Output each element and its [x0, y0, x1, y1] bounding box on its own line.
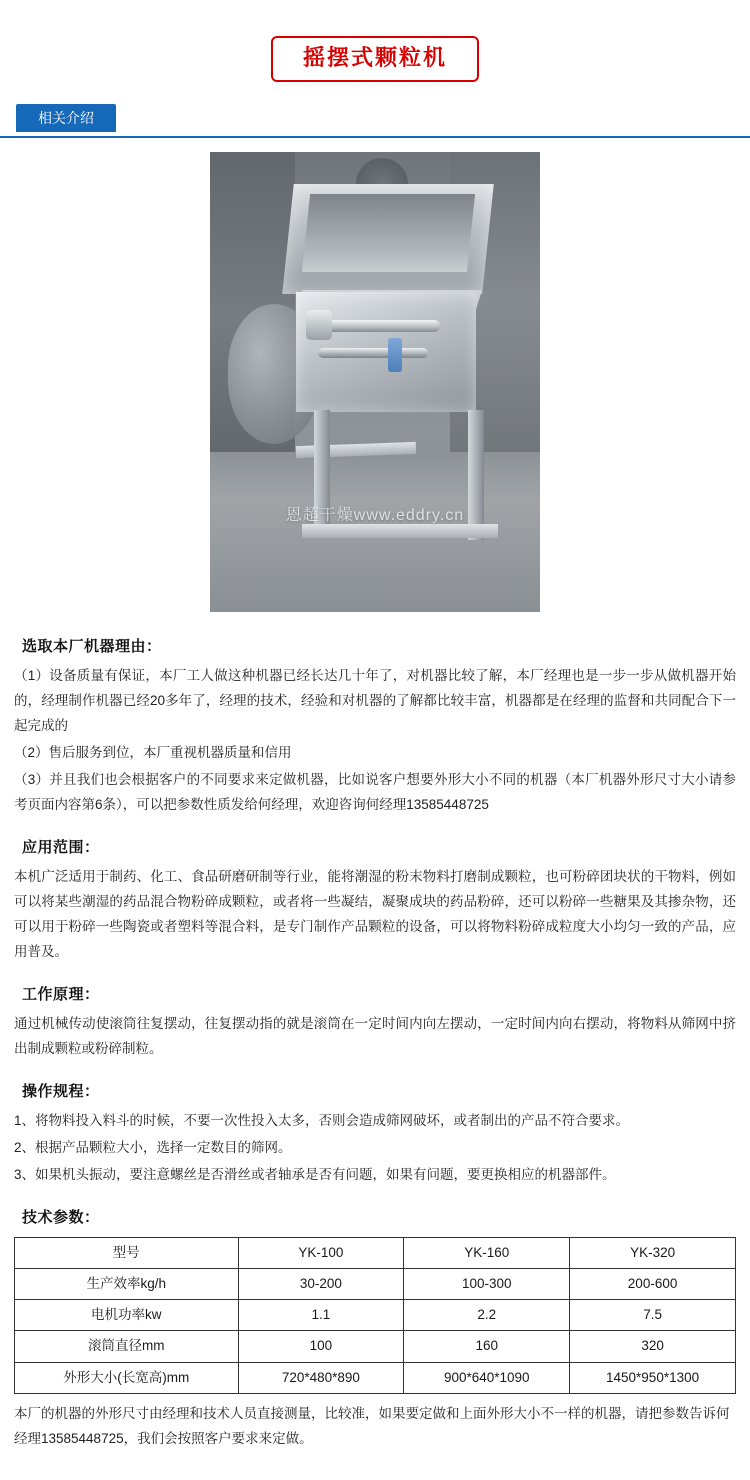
- section-heading-reasons: 选取本厂机器理由：: [22, 638, 162, 655]
- section-reasons-p1: （1）设备质量有保证，本厂工人做这种机器已经长达几十年了，对机器比较了解，本厂经理也是一步一步从做机器开始的，经理制作机器已经20多年了，经理的技术，经验和对机器的了解都比较丰富，机器都是在经理的监督和共同配合下一起完成的: [14, 668, 736, 733]
- table-row: [15, 1331, 736, 1362]
- spec-r2-c1: 100: [238, 1331, 404, 1362]
- spec-r0-c0: 生产效率kg/h: [15, 1268, 239, 1299]
- title-box: [271, 36, 479, 82]
- spec-r3-c3: 1450*950*1300: [570, 1362, 736, 1393]
- table-row: [15, 1300, 736, 1331]
- machine-hopper-inner: [302, 194, 475, 272]
- spec-header-1: YK-100: [238, 1237, 404, 1268]
- spec-r3-c1: 720*480*890: [238, 1362, 404, 1393]
- spec-r2-c2: 160: [404, 1331, 570, 1362]
- spec-r1-c3: 7.5: [570, 1300, 736, 1331]
- section-operation-p2: 2、根据产品颗粒大小，选择一定数目的筛网。: [14, 1139, 292, 1155]
- section-heading-operation: 操作规程：: [22, 1082, 100, 1100]
- machine-blue-part: [388, 338, 402, 372]
- machine-shaft-lower: [318, 348, 428, 358]
- spec-header-0: 型号: [15, 1237, 239, 1268]
- section-reasons-p3: （3）并且我们也会根据客户的不同要求来定做机器，比如说客户想要外形大小不同的机器（本厂机器外形尺寸大小请参考页面内容第6条），可以把参数性质发给何经理，欢迎咨询何经理13585448725: [14, 771, 736, 812]
- tab-bar: [0, 104, 750, 138]
- section-heading-principle: 工作原理：: [22, 985, 100, 1003]
- spec-r1-c2: 2.2: [404, 1300, 570, 1331]
- machine-base-bar: [302, 524, 498, 538]
- section-application-p1: 本机广泛适用于制药、化工、食品研磨研制等行业，能将潮湿的粉末物料打磨制成颗粒，也可粉碎团块状的干物料，例如可以将某些潮湿的药品混合物粉碎成颗粒，或者将一些凝结，凝聚成块的药品粉碎，还可以粉碎一些糖果及其掺杂物，还可以用于粉碎一些陶瓷或者塑料等混合料，是专门制作产品颗粒的设备，可以将物料粉碎成粒度大小均匀一致的产品，应用普及。: [14, 868, 736, 959]
- title-banner: [0, 0, 750, 82]
- section-reasons-p2: （2）售后服务到位，本厂重视机器质量和信用: [14, 744, 292, 760]
- section-principle-p1: 通过机械传动使滚筒往复摆动，往复摆动指的就是滚筒在一定时间内向左摆动，一定时间内向右摆动，将物料从筛网中挤出制成颗粒或粉碎制粒。: [14, 1015, 736, 1056]
- spec-header-2: YK-160: [404, 1237, 570, 1268]
- spec-table: [14, 1237, 736, 1394]
- spec-header-3: YK-320: [570, 1237, 736, 1268]
- spec-table-wrap: [14, 1237, 736, 1394]
- section-operation-p3: 3、如果机头振动，要注意螺丝是否滑丝或者轴承是否有问题，如果有问题，要更换相应的机器部件。: [14, 1166, 616, 1182]
- spec-r3-c2: 900*640*1090: [404, 1362, 570, 1393]
- section-heading-specs: 技术参数：: [22, 1208, 100, 1226]
- table-row-header: [15, 1237, 736, 1268]
- spec-r2-c0: 滚筒直径mm: [15, 1331, 239, 1362]
- photo-watermark: 恩超干燥www.eddry.cn: [285, 507, 465, 524]
- article-content: [0, 635, 750, 1227]
- section-operation-p1: 1、将物料投入料斗的时候，不要一次性投入太多，否则会造成筛网破坏，或者制出的产品不符合要求。: [14, 1112, 630, 1128]
- machine-knob: [306, 310, 332, 340]
- spec-r1-c1: 1.1: [238, 1300, 404, 1331]
- table-row: [15, 1268, 736, 1299]
- product-image-wrap: [0, 152, 750, 617]
- product-photo: [210, 152, 540, 612]
- section-heading-application: 应用范围：: [22, 838, 100, 856]
- spec-r0-c1: 30-200: [238, 1268, 404, 1299]
- spec-r0-c2: 100-300: [404, 1268, 570, 1299]
- page-title: 摇摆式颗粒机: [302, 45, 447, 70]
- tab-related-intro[interactable]: 相关介绍: [16, 104, 116, 132]
- spec-r2-c3: 320: [570, 1331, 736, 1362]
- spec-r1-c0: 电机功率kw: [15, 1300, 239, 1331]
- footnote: 本厂的机器的外形尺寸由经理和技术人员直接测量，比较准，如果要定做和上面外形大小不一样的机器，请把参数告诉何经理13585448725，我们会按照客户要求来定做。: [14, 1405, 730, 1446]
- spec-r0-c3: 200-600: [570, 1268, 736, 1299]
- spec-r3-c0: 外形大小(长宽高)mm: [15, 1362, 239, 1393]
- table-row: [15, 1362, 736, 1393]
